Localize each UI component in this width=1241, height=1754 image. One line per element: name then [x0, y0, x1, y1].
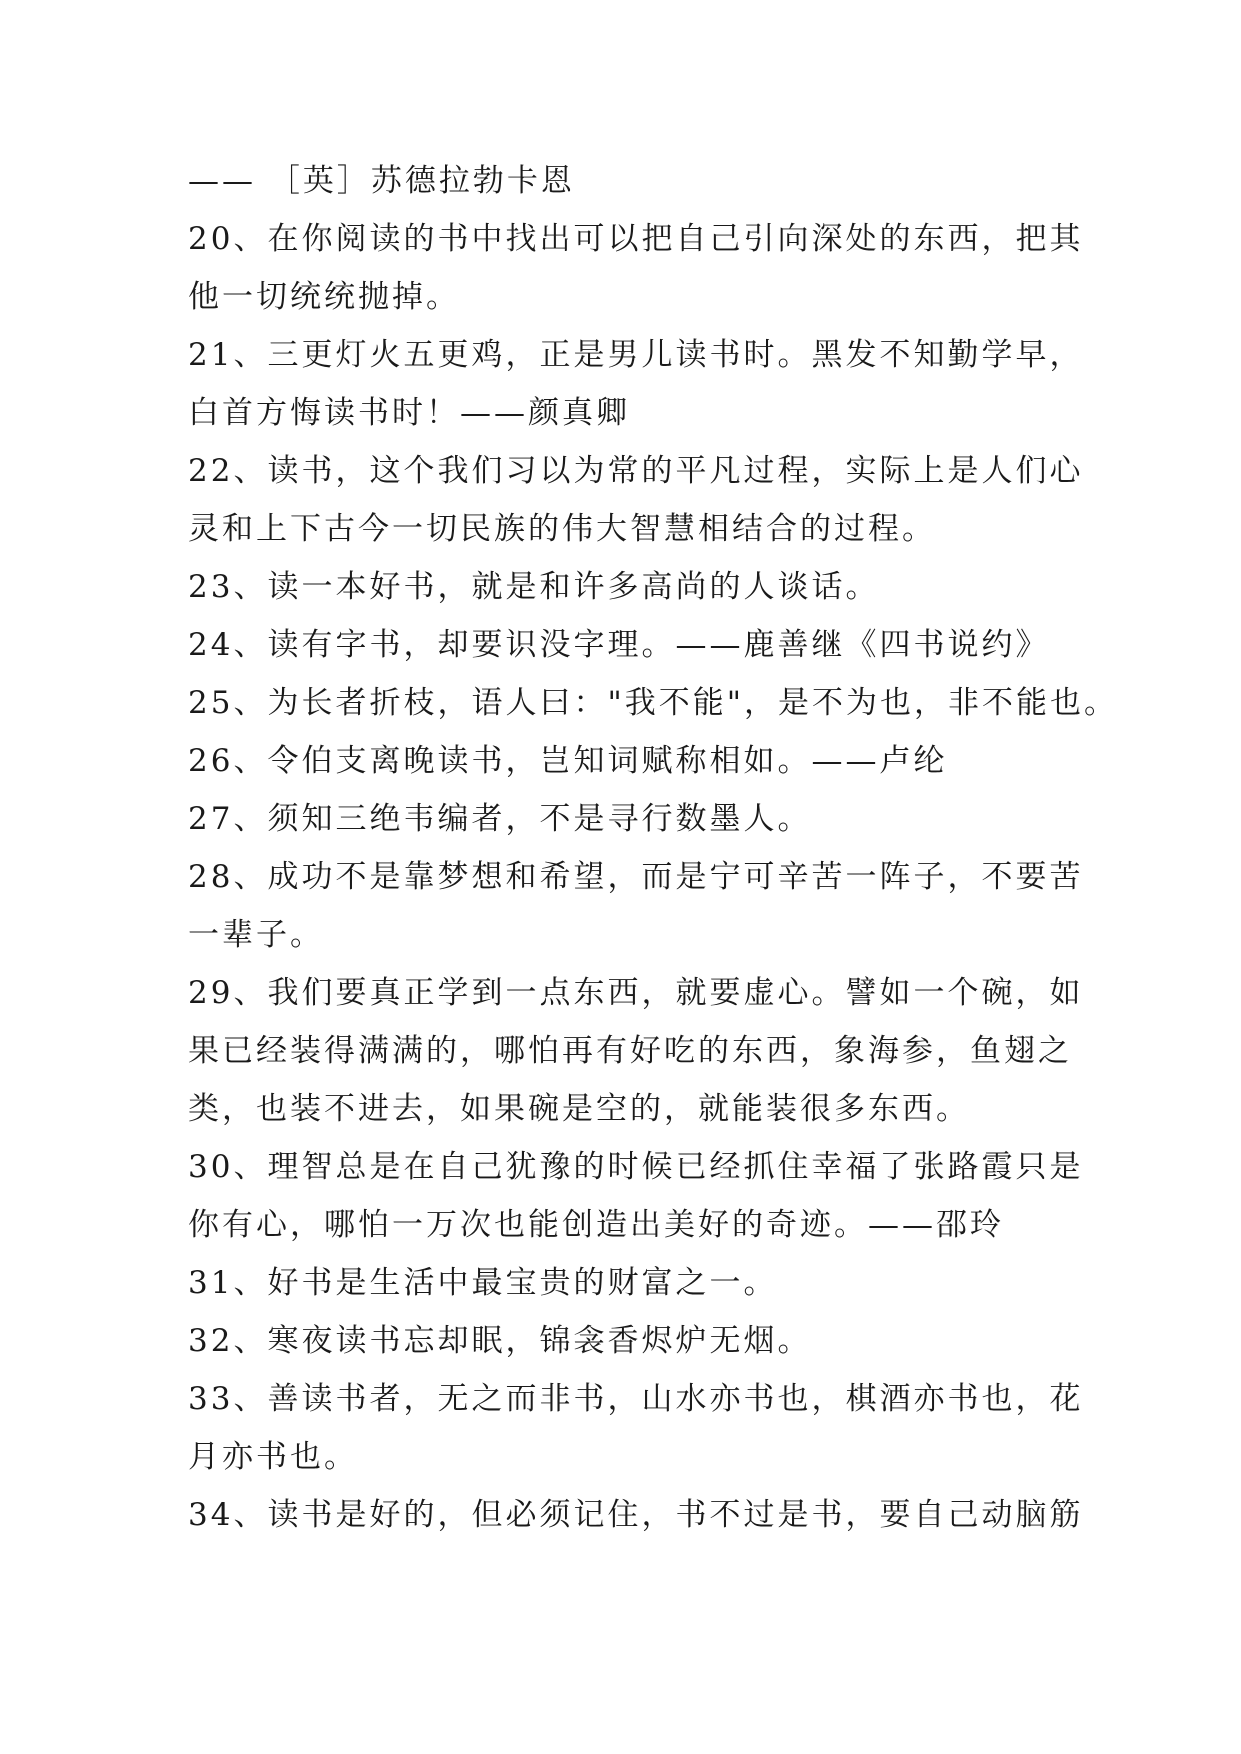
text-line: 34、读书是好的，但必须记住，书不过是书，要自己动脑筋	[188, 1497, 1084, 1533]
text-line: 21、三更灯火五更鸡，正是男儿读书时。黑发不知勤学早，	[188, 337, 1084, 373]
text-line: —— ［英］苏德拉勃卡恩	[188, 163, 575, 199]
text-line: 你有心，哪怕一万次也能创造出美好的奇迹。——邵玲	[188, 1207, 1004, 1243]
text-line: 22、读书，这个我们习以为常的平凡过程，实际上是人们心	[188, 453, 1084, 489]
document-body	[188, 152, 1118, 1544]
text-line: 他一切统统抛掉。	[188, 279, 460, 315]
text-line: 20、在你阅读的书中找出可以把自己引向深处的东西，把其	[188, 221, 1084, 257]
text-line: 25、为长者折枝，语人曰："我不能"，是不为也，非不能也。	[188, 685, 1118, 721]
text-line: 26、令伯支离晚读书，岂知词赋称相如。——卢纶	[188, 743, 948, 779]
text-line: 24、读有字书，却要识没字理。——鹿善继《四书说约》	[188, 627, 1050, 663]
text-line: 33、善读书者，无之而非书，山水亦书也，棋酒亦书也，花	[188, 1381, 1084, 1417]
text-line: 白首方悔读书时！——颜真卿	[188, 395, 630, 431]
text-line: 28、成功不是靠梦想和希望，而是宁可辛苦一阵子，不要苦	[188, 859, 1084, 895]
text-line: 灵和上下古今一切民族的伟大智慧相结合的过程。	[188, 511, 936, 547]
text-line: 类，也装不进去，如果碗是空的，就能装很多东西。	[188, 1091, 970, 1127]
text-line: 月亦书也。	[188, 1439, 358, 1475]
text-line: 32、寒夜读书忘却眠，锦衾香烬炉无烟。	[188, 1323, 812, 1359]
text-line: 29、我们要真正学到一点东西，就要虚心。譬如一个碗，如	[188, 975, 1084, 1011]
text-line: 30、理智总是在自己犹豫的时候已经抓住幸福了张路霞只是	[188, 1149, 1084, 1185]
text-line: 31、好书是生活中最宝贵的财富之一。	[188, 1265, 778, 1301]
text-line: 23、读一本好书，就是和许多高尚的人谈话。	[188, 569, 880, 605]
text-line: 果已经装得满满的，哪怕再有好吃的东西，象海参，鱼翅之	[188, 1033, 1072, 1069]
text-line: 一辈子。	[188, 917, 324, 953]
text-line: 27、须知三绝韦编者，不是寻行数墨人。	[188, 801, 812, 837]
